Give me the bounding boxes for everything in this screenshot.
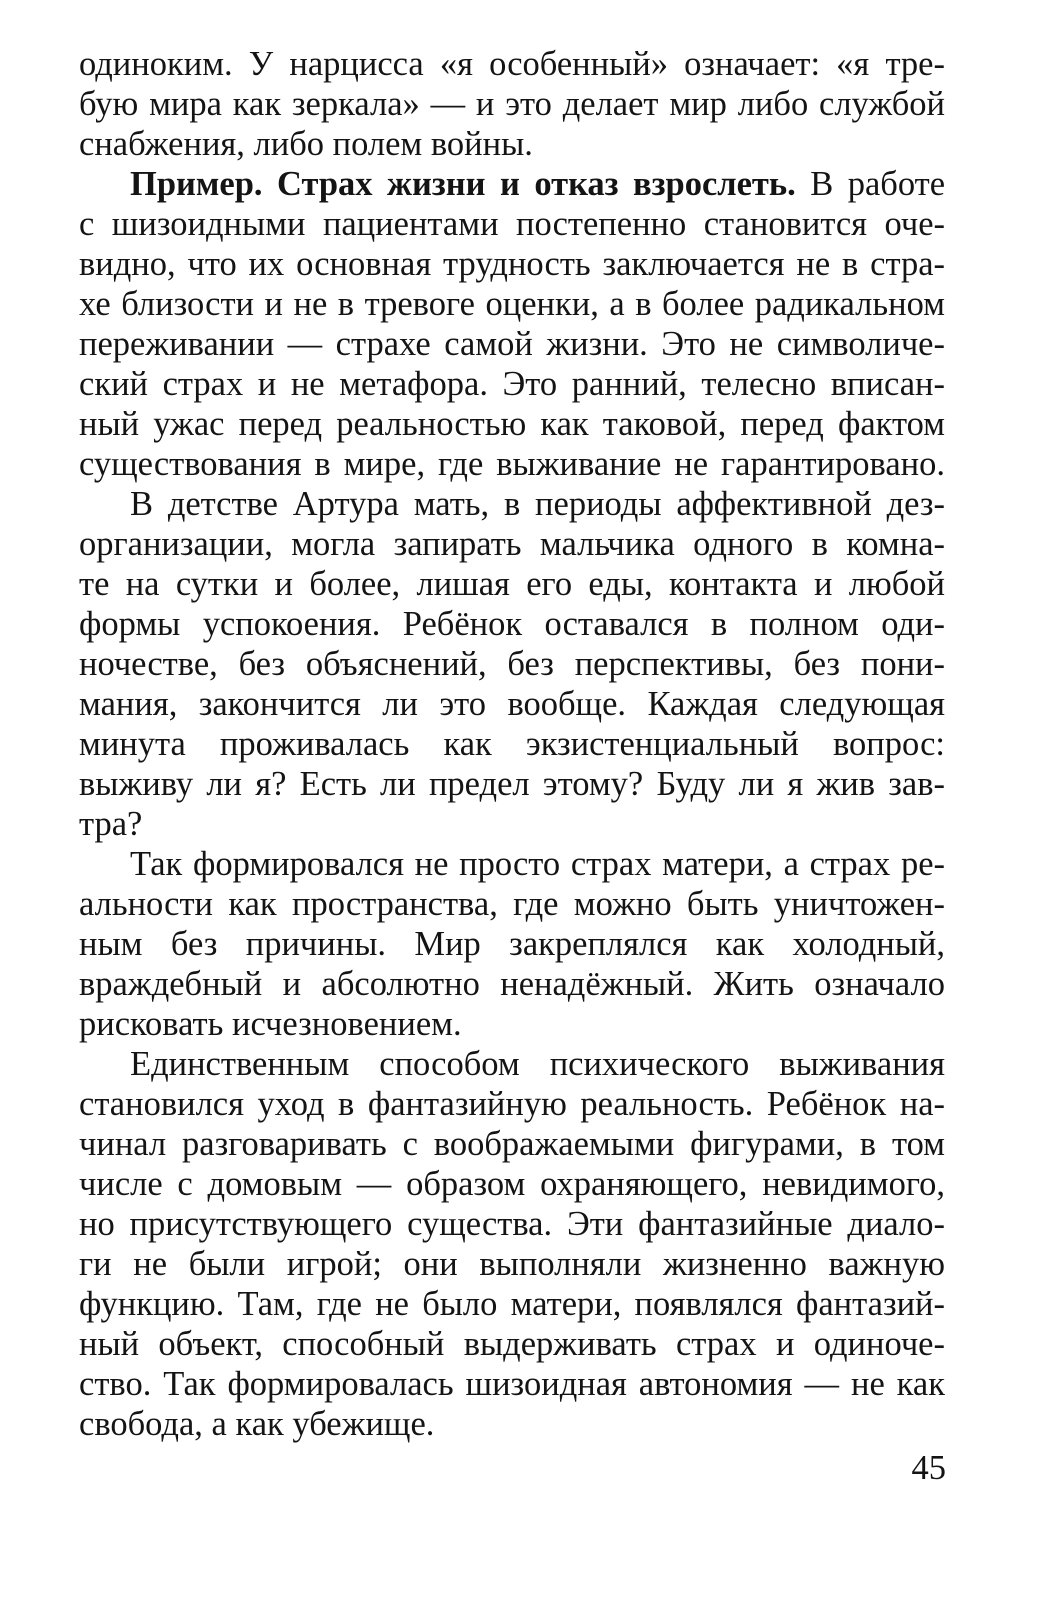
text-line: с шизоидными пациентами постепенно становится оче-: [79, 205, 945, 243]
page-body-text: [79, 44, 945, 1444]
text-line: функцию. Там, где не было матери, появлялся фантазий-: [79, 1285, 945, 1323]
text-line: [79, 164, 945, 204]
text-line: видно, что их основная трудность заключается не в стра-: [79, 245, 945, 283]
text-line: переживании — страхе самой жизни. Это не символиче-: [79, 325, 945, 363]
page-number: 45: [911, 1449, 946, 1487]
text-line: минута проживалась как экзистенциальный вопрос:: [79, 725, 945, 763]
text-line: формы успокоения. Ребёнок оставался в полном оди-: [79, 605, 945, 643]
text-line: организации, могла запирать мальчика одного в комна-: [79, 525, 945, 563]
text-line: числе с домовым — образом охраняющего, невидимого,: [79, 1165, 945, 1203]
heading-line-tail: В работе: [810, 165, 946, 203]
text-line: существования в мире, где выживание не гарантировано.: [79, 445, 945, 483]
text-line: хе близости и не в тревоге оценки, а в более радикальном: [79, 285, 945, 323]
text-line: ство. Так формировалась шизоидная автономия — не как: [79, 1365, 945, 1403]
text-line: ночестве, без объяснений, без перспективы, без пони-: [79, 645, 945, 683]
text-line: но присутствующего существа. Эти фантазийные диало-: [79, 1205, 945, 1243]
text-line: Единственным способом психического выживания: [130, 1045, 945, 1083]
text-line: враждебный и абсолютно ненадёжный. Жить означало: [79, 965, 945, 1003]
text-line: чинал разговаривать с воображаемыми фигурами, в том: [79, 1125, 945, 1163]
text-line: мания, закончится ли это вообще. Каждая следующая: [79, 685, 945, 723]
text-line: бую мира как зеркала» — и это делает мир либо службой: [79, 85, 945, 123]
text-line: снабжения, либо полем войны.: [79, 125, 533, 163]
text-line: В детстве Артура мать, в периоды аффективной дез-: [130, 485, 945, 523]
text-line: те на сутки и более, лишая его еды, контакта и любой: [79, 565, 945, 603]
text-line: рисковать исчезновением.: [79, 1005, 462, 1043]
text-line: ский страх и не метафора. Это ранний, телесно вписан-: [79, 365, 945, 403]
text-line: выживу ли я? Есть ли предел этому? Буду ли я жив зав-: [79, 765, 945, 803]
text-line: тра?: [79, 805, 143, 843]
text-line: Так формировался не просто страх матери, а страх ре-: [130, 845, 945, 883]
text-line: становился уход в фантазийную реальность. Ребёнок на-: [79, 1085, 945, 1123]
text-line: ный ужас перед реальностью как таковой, перед фактом: [79, 405, 945, 443]
text-line: ги не были игрой; они выполняли жизненно важную: [79, 1245, 945, 1283]
text-line: ным без причины. Мир закреплялся как холодный,: [79, 925, 945, 963]
text-line: свобода, а как убежище.: [79, 1405, 435, 1443]
text-line: альности как пространства, где можно быть уничтожен-: [79, 885, 945, 923]
text-line: одиноким. У нарцисса «я особенный» означает: «я тре-: [79, 45, 945, 83]
text-line: ный объект, способный выдерживать страх и одиноче-: [79, 1325, 945, 1363]
section-heading: Пример. Страх жизни и отказ взрослеть.: [130, 165, 796, 203]
